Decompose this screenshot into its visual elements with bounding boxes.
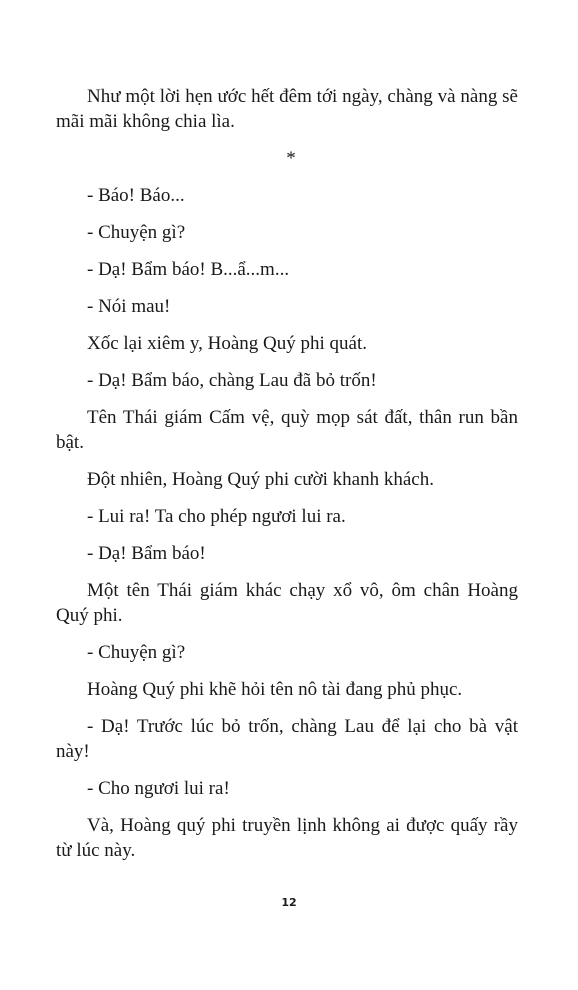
paragraph: Như một lời hẹn ước hết đêm tới ngày, chàng và nàng sẽ mãi mãi không chia lìa. (56, 86, 518, 132)
paragraph: Xốc lại xiêm y, Hoàng Quý phi quát. (87, 333, 368, 354)
paragraph: - Chuyện gì? (87, 222, 186, 243)
paragraph: - Chuyện gì? (87, 642, 186, 663)
paragraph: - Dạ! Trước lúc bỏ trốn, chàng Lau để lại cho bà vật này! (56, 716, 518, 762)
paragraph: - Lui ra! Ta cho phép ngươi lui ra. (87, 506, 346, 527)
paragraph: - Dạ! Bẩm báo! (87, 543, 206, 564)
section-separator: * (286, 148, 296, 169)
paragraph: Đột nhiên, Hoàng Quý phi cười khanh khách. (87, 469, 434, 490)
paragraph: Hoàng Quý phi khẽ hỏi tên nô tài đang phủ phục. (87, 679, 463, 700)
paragraph: - Nói mau! (87, 296, 171, 317)
page-number: 12 (281, 896, 297, 909)
paragraph: Tên Thái giám Cấm vệ, quỳ mọp sát đất, thân run bần bật. (56, 407, 518, 453)
paragraph: - Dạ! Bẩm báo, chàng Lau đã bỏ trốn! (87, 370, 377, 391)
paragraph: - Báo! Báo... (87, 185, 185, 206)
paragraph: Một tên Thái giám khác chạy xổ vô, ôm chân Hoàng Quý phi. (56, 580, 518, 626)
paragraph: - Cho ngươi lui ra! (87, 778, 230, 799)
paragraph: Và, Hoàng quý phi truyền lịnh không ai được quấy rầy từ lúc này. (56, 815, 518, 861)
paragraph: - Dạ! Bẩm báo! B...ẩ...m... (87, 259, 290, 280)
page-body (56, 84, 518, 875)
